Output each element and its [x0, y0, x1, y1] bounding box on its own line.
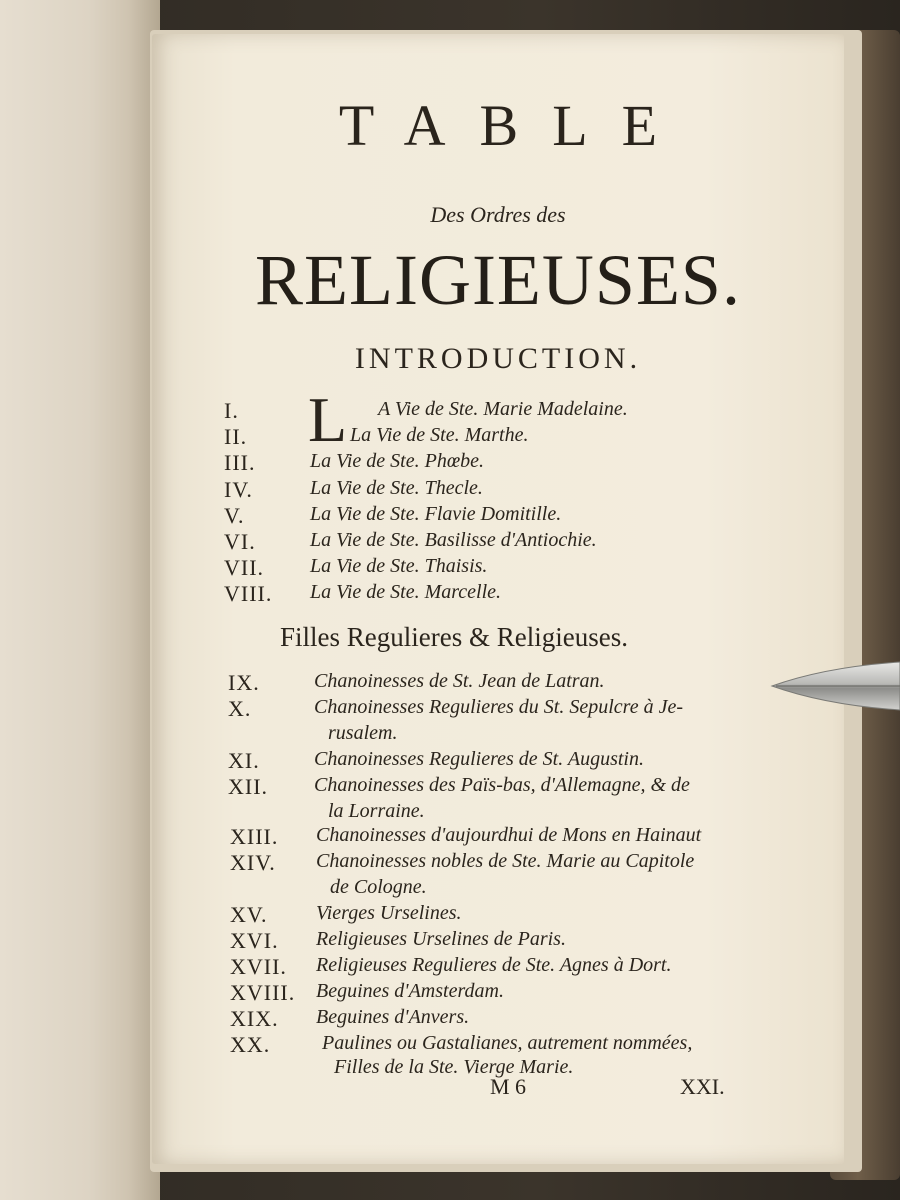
entry-text: La Vie de Ste. Basilisse d'Antiochie. [310, 529, 597, 551]
entry-number: X. [228, 696, 252, 721]
letter-opener-blade [770, 660, 900, 712]
entry-text: A Vie de Ste. Marie Madelaine. [378, 398, 628, 420]
entry-number: VI. [224, 529, 256, 554]
entry-text: La Vie de Ste. Thecle. [310, 477, 483, 499]
entry-text: Chanoinesses nobles de Ste. Marie au Capitole [316, 850, 695, 872]
printed-page [152, 34, 844, 1164]
left-blank-page [0, 0, 160, 1200]
entry-text: Religieuses Urselines de Paris. [316, 928, 566, 950]
entry-text: Chanoinesses des Païs-bas, d'Allemagne, & de [314, 774, 690, 796]
entry-text: La Vie de Ste. Marcelle. [310, 581, 502, 603]
drop-cap-letter: L [308, 384, 348, 455]
entry-text: La Vie de Ste. Phœbe. [310, 450, 485, 472]
entry-text-continuation: de Cologne. [330, 876, 427, 898]
entry-number: XIV. [230, 850, 276, 875]
entry-text-continuation: Filles de la Ste. Vierge Marie. [334, 1056, 574, 1078]
entry-number: XI. [228, 748, 260, 773]
entry-text: Chanoinesses Regulieres de St. Augustin. [314, 748, 644, 770]
entry-text: Chanoinesses de St. Jean de Latran. [314, 670, 605, 692]
entry-number: XV. [230, 902, 268, 927]
entry-number: VII. [224, 555, 265, 580]
entry-text: Religieuses Regulieres de Ste. Agnes à Dort. [316, 954, 672, 976]
main-heading: RELIGIEUSES. [255, 240, 741, 320]
entry-number: XII. [228, 774, 269, 799]
entry-text: Chanoinesses Regulieres du St. Sepulcre à Je- [314, 696, 683, 718]
entry-number: V. [224, 503, 245, 528]
entry-text: Vierges Urselines. [316, 902, 462, 924]
section-heading-introduction: INTRODUCTION. [354, 342, 642, 375]
entry-number: XVIII. [230, 980, 296, 1005]
entry-number: III. [224, 450, 256, 475]
entry-number: XVI. [230, 928, 279, 953]
page-subtitle: Des Ordres des [430, 202, 566, 227]
entry-text: La Vie de Ste. Marthe. [350, 424, 529, 446]
entry-text: La Vie de Ste. Thaisis. [310, 555, 488, 577]
entry-text: La Vie de Ste. Flavie Domitille. [310, 503, 562, 525]
entry-text: Chanoinesses d'aujourdhui de Mons en Hainaut [316, 824, 702, 846]
entry-number: I. [224, 398, 239, 423]
entry-text: Beguines d'Anvers. [316, 1006, 470, 1028]
entry-number: IV. [224, 477, 253, 502]
catchword: XXI. [680, 1074, 725, 1099]
entry-number: XIX. [230, 1006, 279, 1031]
entry-text: Beguines d'Amsterdam. [316, 980, 504, 1002]
entry-number: II. [224, 424, 248, 449]
entry-number: XVII. [230, 954, 287, 979]
entry-text-continuation: rusalem. [328, 722, 398, 744]
entry-number: XX. [230, 1032, 271, 1057]
entry-text-continuation: la Lorraine. [328, 800, 425, 822]
entry-number: XIII. [230, 824, 279, 849]
page-title: TABLE [338, 93, 692, 158]
signature-mark: M 6 [490, 1074, 527, 1099]
entry-text: Paulines ou Gastalianes, autrement nommées, [322, 1032, 693, 1054]
entry-number: VIII. [224, 581, 273, 606]
entry-number: IX. [228, 670, 260, 695]
section-heading-filles-regulieres: Filles Regulieres & Religieuses. [280, 622, 628, 652]
